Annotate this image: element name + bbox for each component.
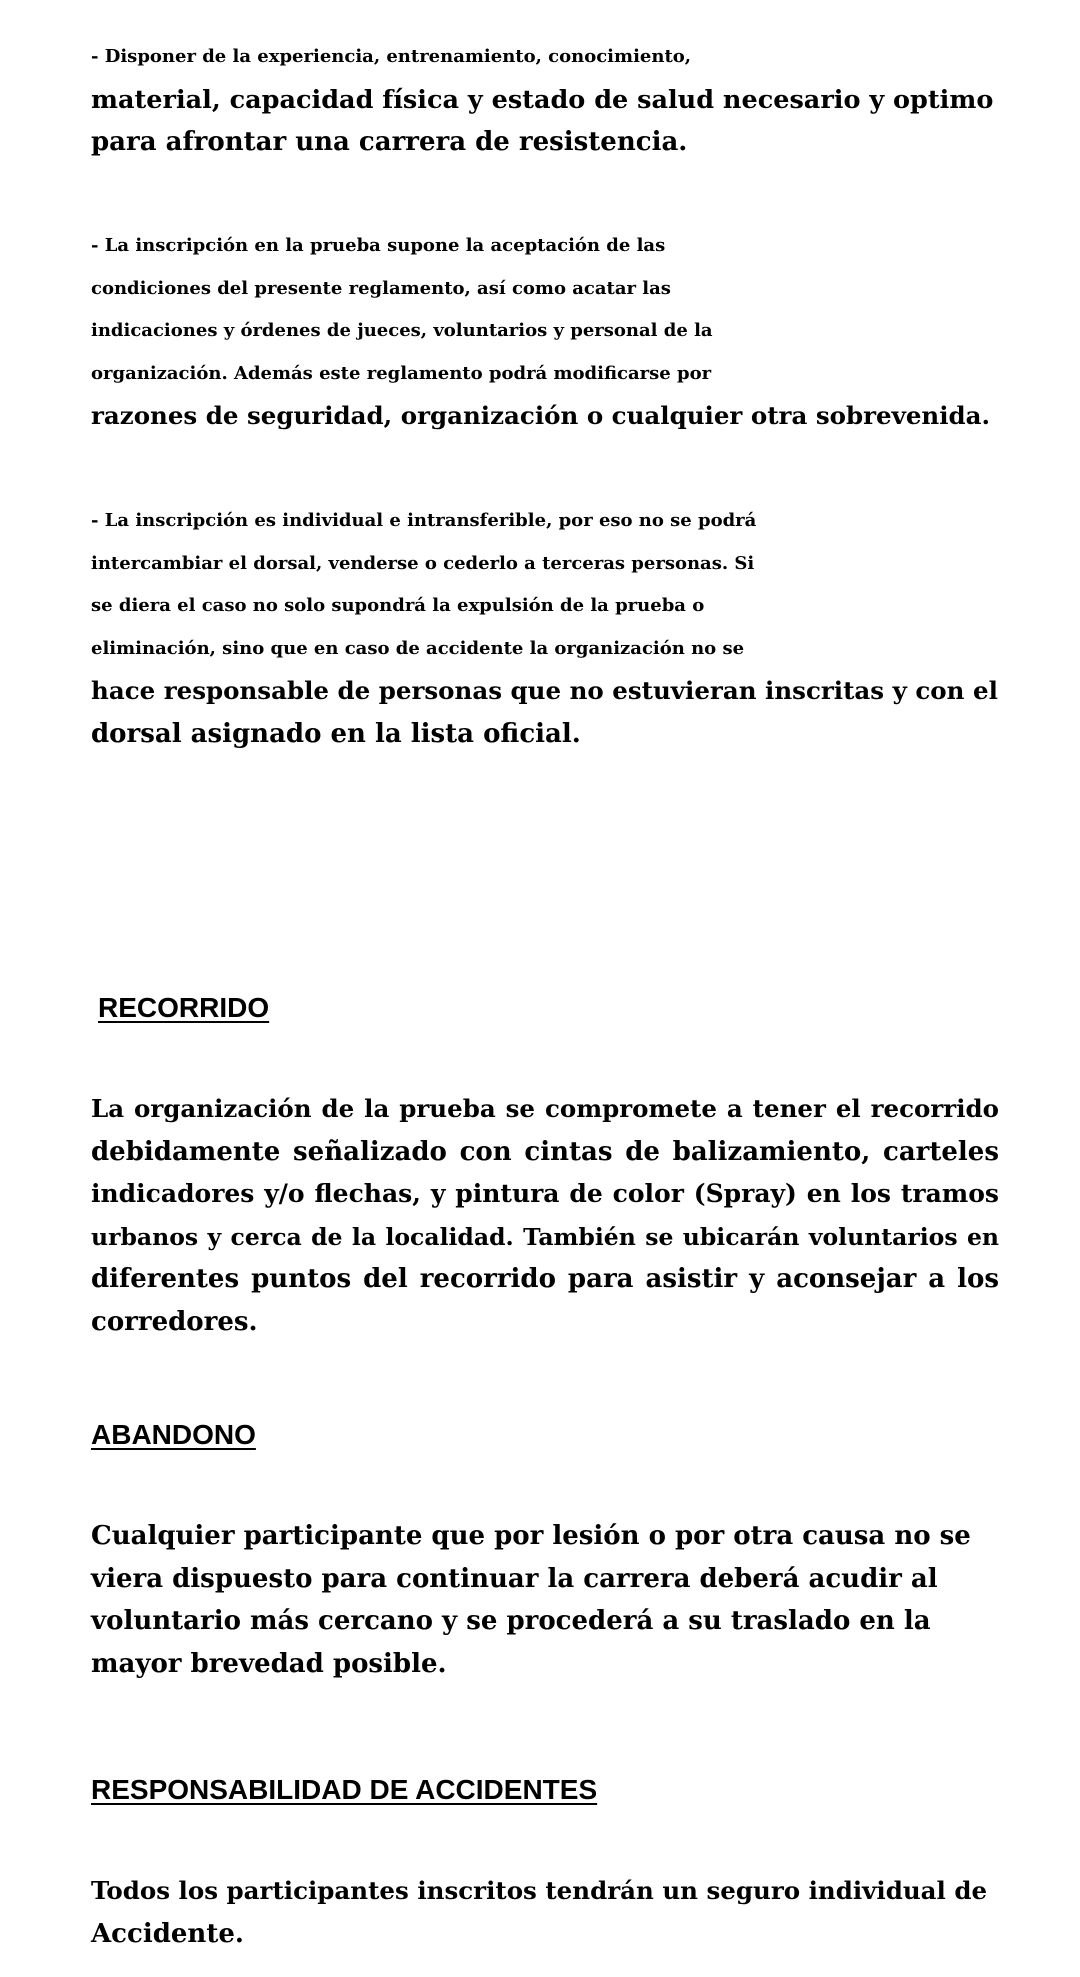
text-line: - La inscripción en la prueba supone la aceptación de las xyxy=(91,235,666,256)
paragraph-responsabilidad xyxy=(91,1870,987,1955)
text-line: indicaciones y órdenes de jueces, voluntarios y personal de la xyxy=(91,320,713,341)
text-line: voluntario más cercano y se procederá a su traslado en la xyxy=(91,1606,931,1636)
text-line: mayor brevedad posible. xyxy=(91,1648,447,1679)
section-heading-responsabilidad: RESPONSABILIDAD DE ACCIDENTES xyxy=(91,1774,598,1805)
text-line: razones de seguridad, organización o cualquier otra sobrevenida. xyxy=(91,401,991,430)
text-line: Cualquier participante que por lesión o por otra causa no se xyxy=(91,1521,971,1551)
text-line: diferentes puntos del recorrido para asistir y aconsejar a los xyxy=(91,1264,999,1294)
text-line: viera dispuesto para continuar la carrera deberá acudir al xyxy=(91,1563,938,1594)
text-line: corredores. xyxy=(91,1306,258,1337)
text-line: La organización de la prueba se compromete a tener el recorrido xyxy=(91,1094,999,1123)
text-line: se diera el caso no solo supondrá la expulsión de la prueba o xyxy=(91,595,705,616)
text-line: - La inscripción es individual e intransferible, por eso no se podrá xyxy=(91,510,757,531)
text-line: hace responsable de personas que no estuvieran inscritas y con el xyxy=(91,676,998,705)
text-line: - Disponer de la experiencia, entrenamiento, conocimiento, xyxy=(91,46,692,67)
text-line: Todos los participantes inscritos tendrán un seguro individual de xyxy=(91,1876,988,1905)
text-line: debidamente señalizado con cintas de balizamiento, carteles xyxy=(91,1136,999,1167)
text-line: para afrontar una carrera de resistencia. xyxy=(91,127,688,157)
text-line: dorsal asignado en la lista oficial. xyxy=(91,718,581,749)
paragraph-abandono xyxy=(91,1515,971,1685)
text-line: urbanos y cerca de la localidad. También se ubicarán voluntarios en xyxy=(91,1222,999,1251)
text-line: condiciones del presente reglamento, así como acatar las xyxy=(91,277,671,299)
paragraph-inscripcion-individual xyxy=(91,500,998,755)
section-heading-recorrido: RECORRIDO xyxy=(98,992,270,1023)
text-line: intercambiar el dorsal, venderse o cederlo a terceras personas. Si xyxy=(91,552,755,574)
text-line: Accidente. xyxy=(91,1918,244,1949)
text-line: material, capacidad física y estado de salud necesario y optimo xyxy=(91,84,994,115)
paragraph-requisito-experiencia xyxy=(91,36,993,164)
text-line: eliminación, sino que en caso de accidente la organización no se xyxy=(91,637,745,659)
paragraph-aceptacion-reglamento xyxy=(91,225,990,438)
text-line: organización. Además este reglamento podrá modificarse por xyxy=(91,362,712,384)
section-heading-abandono: ABANDONO xyxy=(91,1419,256,1450)
text-line: indicadores y/o flechas, y pintura de color (Spray) en los tramos xyxy=(91,1179,999,1208)
paragraph-recorrido xyxy=(91,1088,999,1343)
